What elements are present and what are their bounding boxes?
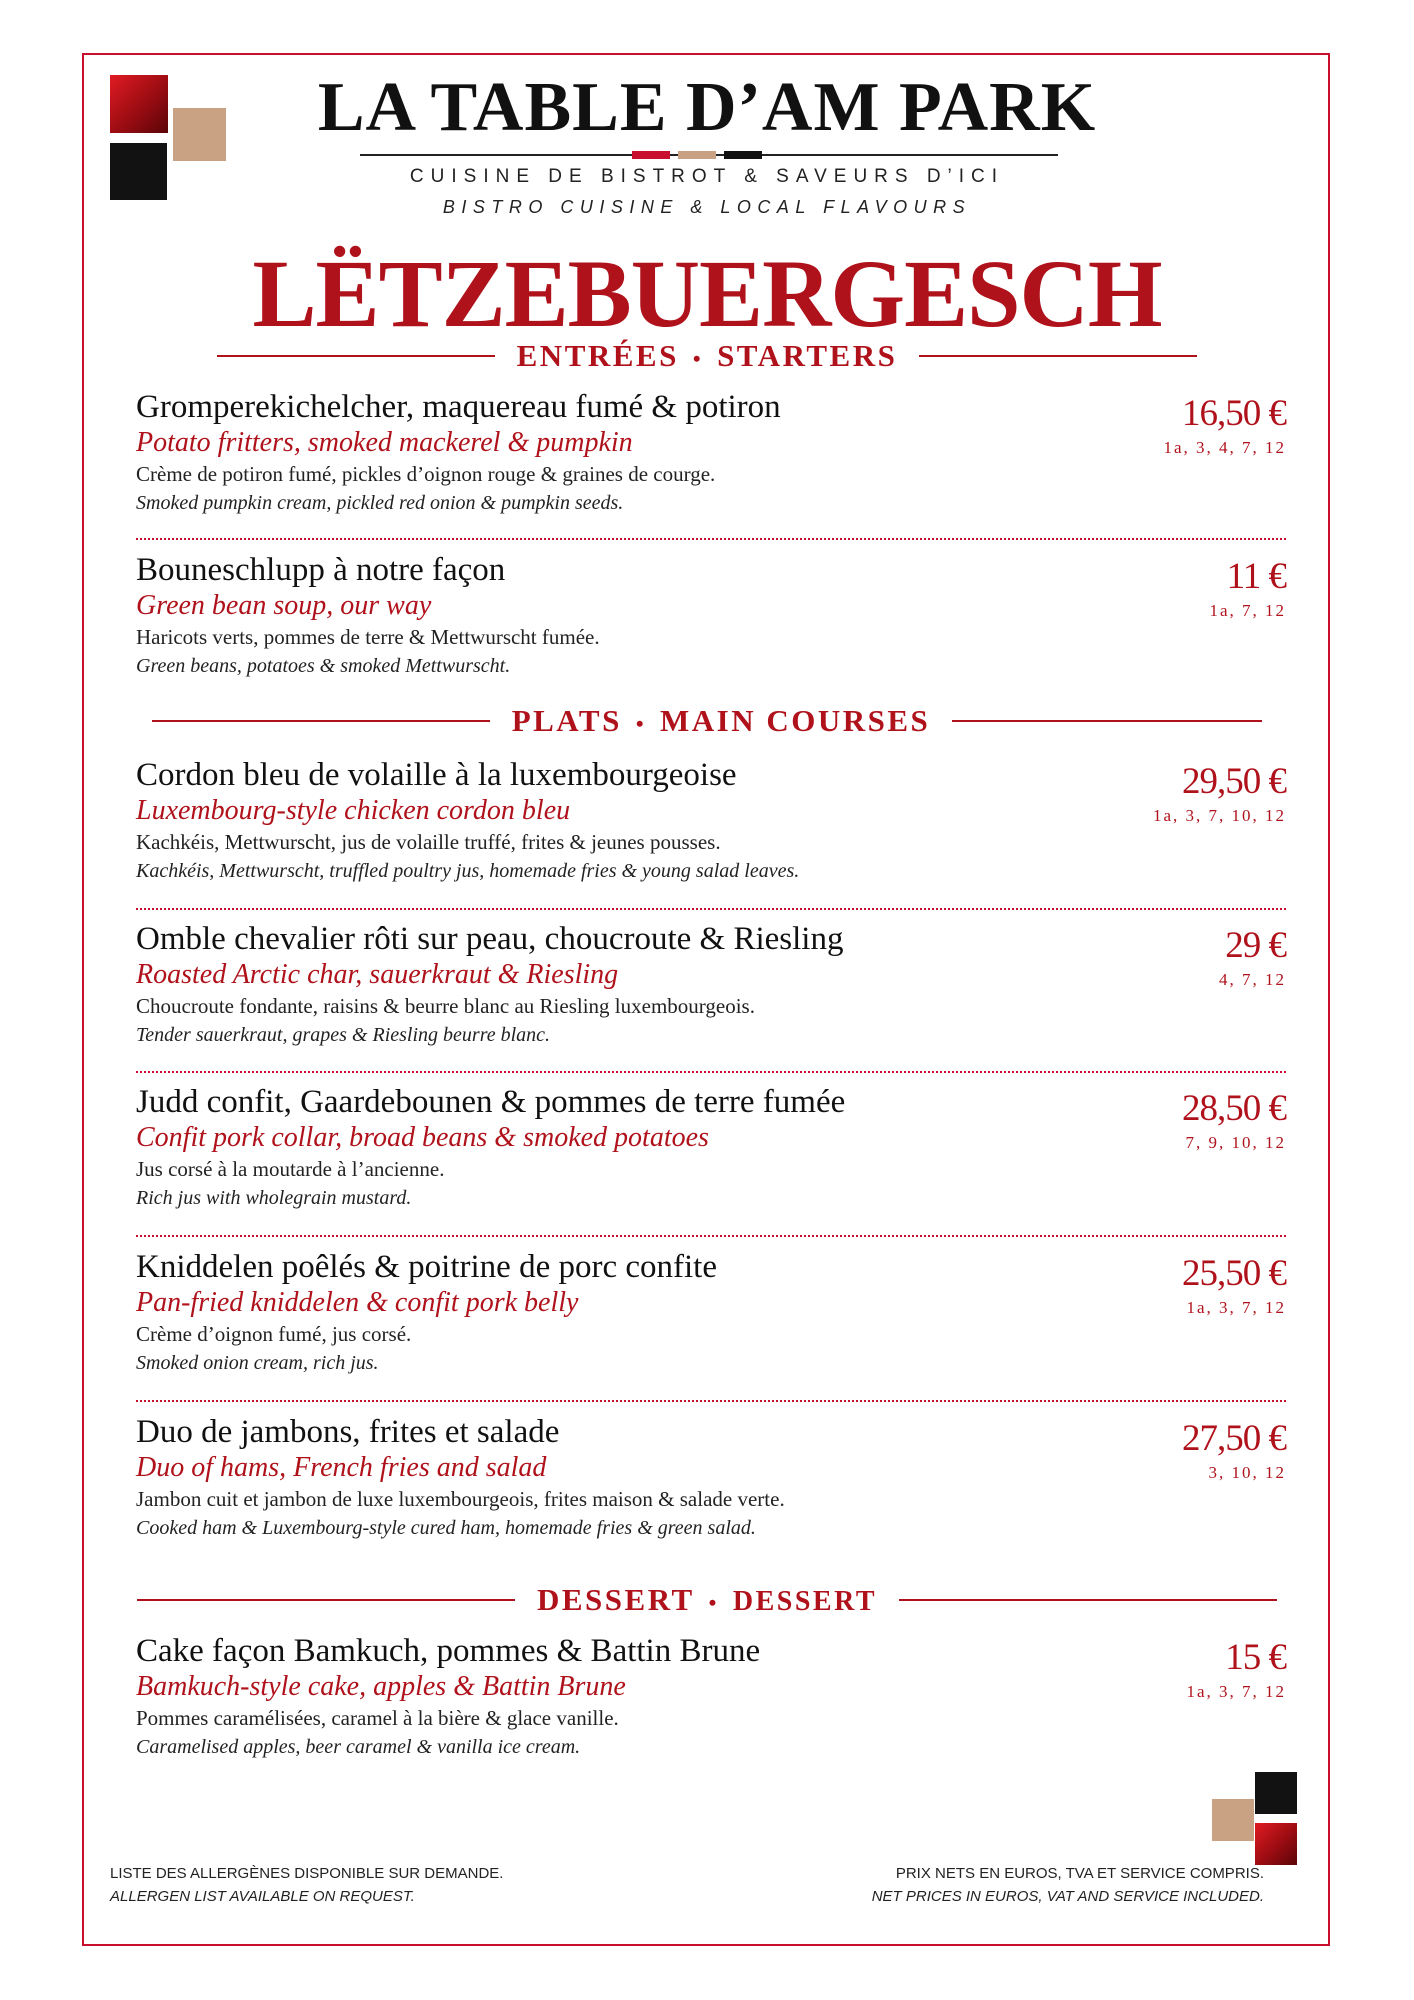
- dish-name-fr: Gromperekichelcher, maquereau fumé & potiron: [136, 389, 781, 425]
- dish-desc-fr: Jambon cuit et jambon de luxe luxembourgeois, frites maison & salade verte.: [136, 1487, 785, 1511]
- dish-price: 29,50 €: [1182, 761, 1286, 802]
- dish-name-en: Pan-fried kniddelen & confit pork belly: [136, 1287, 579, 1318]
- dish-price: 27,50 €: [1182, 1418, 1286, 1459]
- section-label-fr: DESSERT: [536, 1582, 695, 1617]
- tagline-en: BISTRO CUISINE & LOCAL FLAVOURS: [442, 197, 972, 217]
- brand-color-marks: [632, 151, 762, 159]
- dish-allergens: 1a, 3, 7, 12: [1186, 1682, 1286, 1701]
- dish-desc-en: Cooked ham & Luxembourg-style cured ham, homemade fries & green salad.: [136, 1517, 756, 1539]
- section-head-mains: PLATS • MAIN COURSES: [0, 703, 1414, 739]
- dish-desc-fr: Choucroute fondante, raisins & beurre blanc au Riesling luxembourgeois.: [136, 994, 755, 1018]
- section-label-fr: ENTRÉES: [516, 338, 679, 373]
- dish-name-en: Potato fritters, smoked mackerel & pumpkin: [136, 427, 633, 458]
- deco-square-tan: [1212, 1799, 1254, 1841]
- dish-desc-en: Smoked onion cream, rich jus.: [136, 1352, 379, 1374]
- dish-price: 16,50 €: [1182, 393, 1286, 434]
- dish-desc-en: Kachkéis, Mettwurscht, truffled poultry jus, homemade fries & young salad leaves.: [136, 860, 800, 882]
- menu-title: LËTZEBUERGESCH: [252, 240, 1162, 347]
- dish-name-fr: Judd confit, Gaardebounen & pommes de terre fumée: [136, 1084, 846, 1120]
- dish-name-fr: Omble chevalier rôti sur peau, choucroute & Riesling: [136, 921, 844, 957]
- dish-allergens: 1a, 3, 7, 10, 12: [1152, 806, 1286, 825]
- item-divider: [136, 1400, 1286, 1402]
- dish-allergens: 7, 9, 10, 12: [1185, 1133, 1286, 1152]
- price-note-en: NET PRICES IN EUROS, VAT AND SERVICE INCLUDED.: [871, 1888, 1264, 1905]
- section-label-en: MAIN COURSES: [660, 703, 931, 738]
- allergen-note-en: ALLERGEN LIST AVAILABLE ON REQUEST.: [110, 1888, 415, 1905]
- menu-item: [136, 388, 1286, 518]
- dish-price: 15 €: [1225, 1637, 1286, 1678]
- dish-desc-en: Tender sauerkraut, grapes & Riesling beurre blanc.: [136, 1024, 551, 1046]
- brand-name: LA TABLE D’AM PARK: [317, 69, 1097, 146]
- dish-price: 25,50 €: [1182, 1253, 1286, 1294]
- dish-price: 11 €: [1226, 556, 1286, 597]
- section-head-starters: ENTRÉES • STARTERS: [0, 338, 1414, 374]
- dish-allergens: 3, 10, 12: [1208, 1463, 1286, 1482]
- item-divider: [136, 1071, 1286, 1073]
- dish-desc-fr: Haricots verts, pommes de terre & Mettwurscht fumée.: [136, 625, 600, 649]
- dish-name-en: Luxembourg-style chicken cordon bleu: [136, 795, 571, 826]
- price-note-fr: PRIX NETS EN EUROS, TVA ET SERVICE COMPRIS.: [895, 1865, 1264, 1882]
- section-label-en: STARTERS: [717, 338, 898, 373]
- deco-square-black: [1255, 1772, 1297, 1814]
- dish-desc-en: Caramelised apples, beer caramel & vanilla ice cream.: [136, 1736, 581, 1758]
- menu-item: [136, 1413, 1286, 1543]
- deco-square-red: [1255, 1823, 1297, 1865]
- dish-name-fr: Cake façon Bamkuch, pommes & Battin Brune: [136, 1633, 761, 1669]
- dish-desc-fr: Crème d’oignon fumé, jus corsé.: [136, 1322, 412, 1346]
- dish-name-en: Duo of hams, French fries and salad: [136, 1452, 547, 1483]
- footer-right: [872, 1862, 1264, 1908]
- menu-item: [136, 551, 1286, 681]
- section-label-fr: PLATS: [511, 703, 622, 738]
- dish-desc-en: Green beans, potatoes & smoked Mettwurscht.: [136, 655, 511, 677]
- dish-desc-en: Rich jus with wholegrain mustard.: [136, 1187, 412, 1209]
- dish-allergens: 1a, 3, 7, 12: [1186, 1298, 1286, 1317]
- item-divider: [136, 908, 1286, 910]
- dish-price: 28,50 €: [1182, 1088, 1286, 1129]
- menu-item: [136, 756, 1286, 886]
- dish-name-fr: Bouneschlupp à notre façon: [136, 552, 506, 588]
- footer-left: [110, 1862, 503, 1908]
- tagline-fr: CUISINE DE BISTROT & SAVEURS D’ICI: [409, 166, 1005, 187]
- dish-price: 29 €: [1225, 925, 1286, 966]
- dish-desc-fr: Pommes caramélisées, caramel à la bière & glace vanille.: [136, 1706, 619, 1730]
- dish-name-en: Green bean soup, our way: [136, 590, 432, 621]
- section-head-dessert: DESSERT • DESSERT: [0, 1582, 1414, 1618]
- dish-allergens: 1a, 3, 4, 7, 12: [1163, 438, 1286, 457]
- allergen-note-fr: LISTE DES ALLERGÈNES DISPONIBLE SUR DEMANDE.: [110, 1865, 504, 1882]
- dish-desc-fr: Jus corsé à la moutarde à l’ancienne.: [136, 1157, 445, 1181]
- section-label-en: DESSERT: [732, 1586, 878, 1617]
- dish-desc-en: Smoked pumpkin cream, pickled red onion & pumpkin seeds.: [136, 492, 624, 514]
- dish-allergens: 1a, 7, 12: [1209, 601, 1286, 620]
- dish-desc-fr: Kachkéis, Mettwurscht, jus de volaille truffé, frites & jeunes pousses.: [136, 830, 721, 854]
- dish-name-en: Confit pork collar, broad beans & smoked potatoes: [136, 1122, 709, 1153]
- menu-item: [136, 1632, 1286, 1762]
- item-divider: [136, 1235, 1286, 1237]
- menu-item: [136, 1083, 1286, 1213]
- dish-name-fr: Duo de jambons, frites et salade: [136, 1414, 560, 1450]
- dish-name-en: Roasted Arctic char, sauerkraut & Riesling: [136, 959, 619, 990]
- dish-name-fr: Cordon bleu de volaille à la luxembourgeoise: [136, 757, 737, 793]
- dish-name-en: Bamkuch-style cake, apples & Battin Brune: [136, 1671, 626, 1702]
- dish-desc-fr: Crème de potiron fumé, pickles d’oignon rouge & graines de courge.: [136, 462, 716, 486]
- menu-item: [136, 920, 1286, 1050]
- dish-allergens: 4, 7, 12: [1219, 970, 1286, 989]
- menu-item: [136, 1248, 1286, 1378]
- item-divider: [136, 538, 1286, 540]
- dish-name-fr: Kniddelen poêlés & poitrine de porc confite: [136, 1249, 717, 1285]
